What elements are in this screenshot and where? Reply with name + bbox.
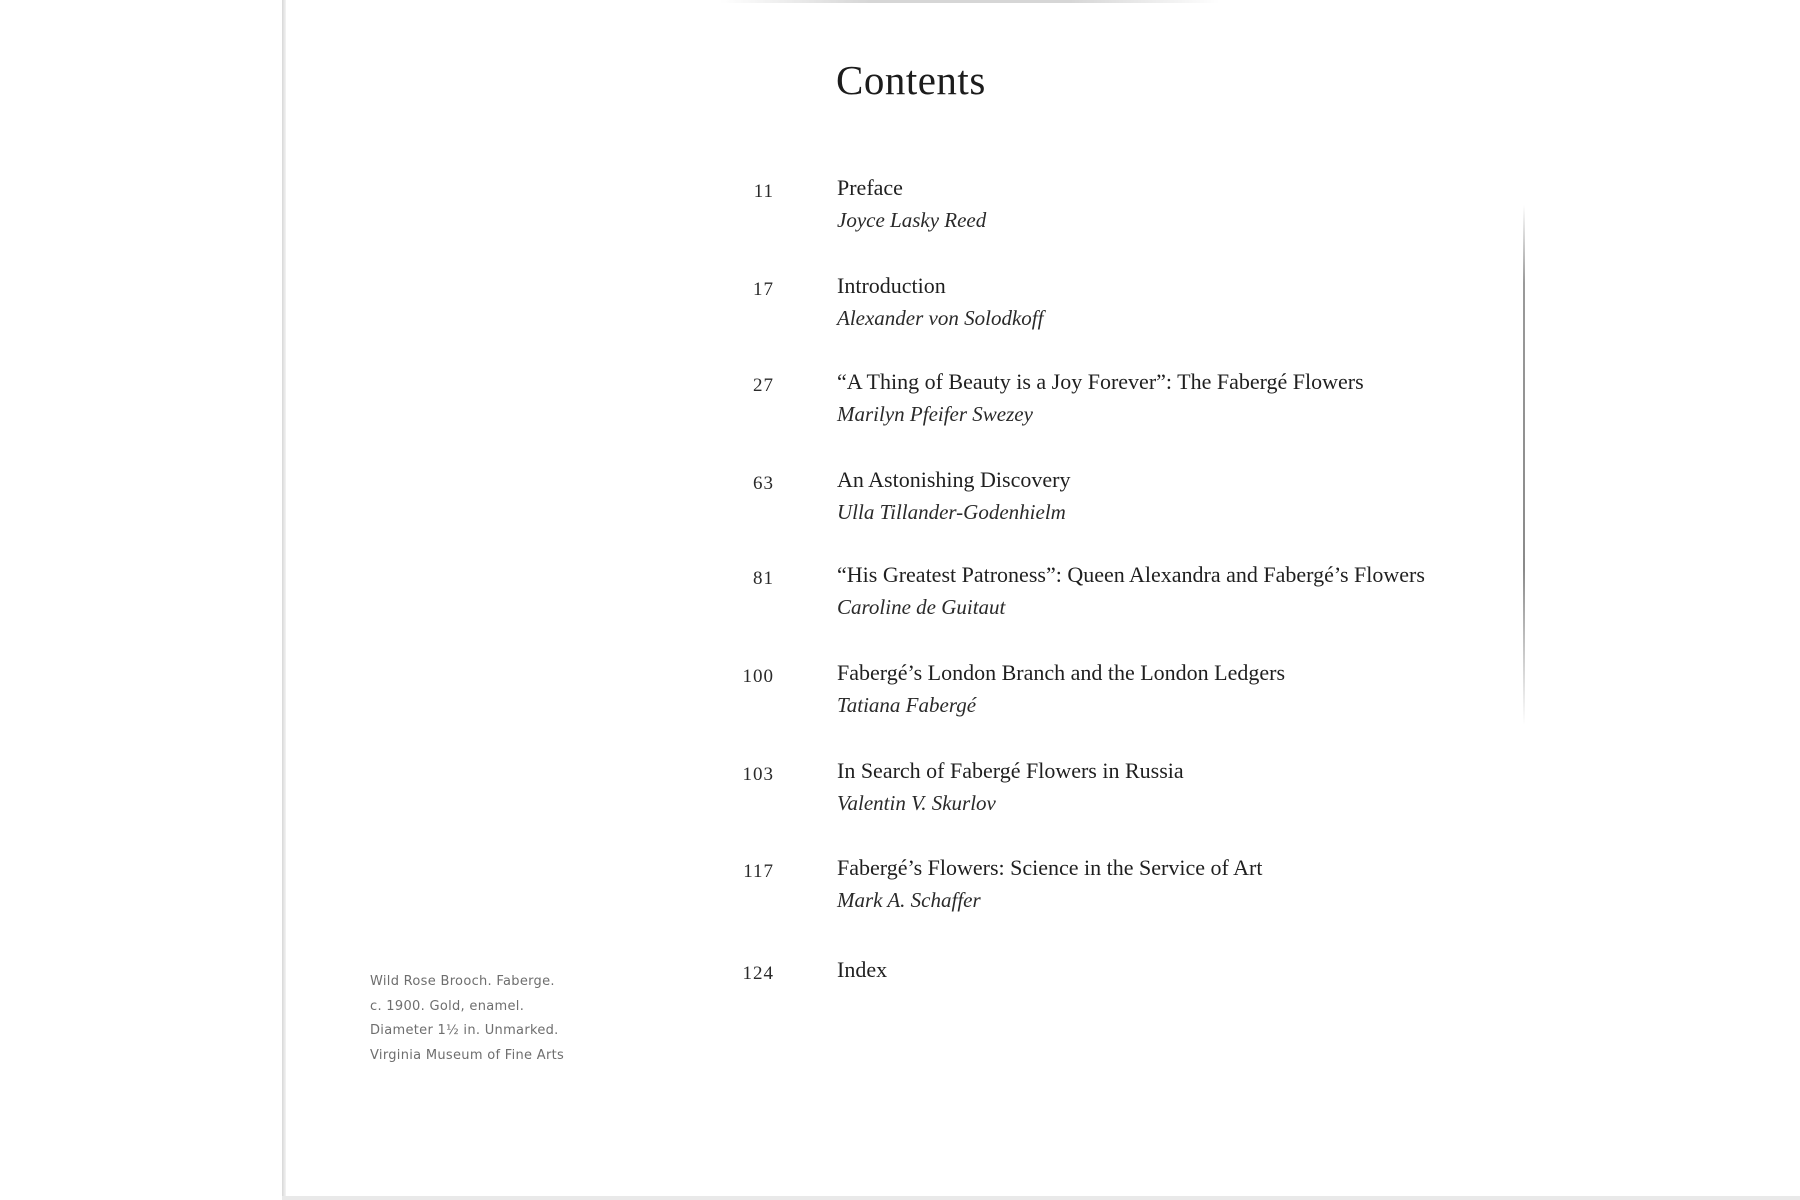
toc-entry-author: Marilyn Pfeifer Swezey (837, 402, 1033, 426)
toc-entry-introduction[interactable] (700, 273, 1500, 353)
caption-line: c. 1900. Gold, enamel. (370, 998, 525, 1014)
table-of-contents (700, 0, 1500, 1000)
toc-entry-title: An Astonishing Discovery (837, 467, 1071, 492)
caption-line: Diameter 1½ in. Unmarked. (370, 1023, 559, 1038)
page-right-edge (1523, 205, 1525, 725)
toc-page-number: 11 (753, 181, 774, 202)
toc-entry-title: Index (837, 957, 888, 982)
toc-page-number: 124 (742, 963, 774, 984)
toc-page-number: 81 (753, 568, 774, 589)
toc-entry-title: Fabergé’s Flowers: Science in the Service of Art (837, 855, 1263, 880)
toc-entry-title: Introduction (837, 273, 946, 298)
caption-line: Virginia Museum of Fine Arts (370, 1047, 565, 1063)
contents-heading: Contents (836, 57, 986, 103)
toc-entry-astonishing-discovery[interactable] (700, 467, 1500, 547)
toc-entry-author: Ulla Tillander-Godenhielm (837, 500, 1066, 524)
toc-entry-author: Caroline de Guitaut (837, 595, 1006, 619)
toc-entry-title: “His Greatest Patroness”: Queen Alexandra and Fabergé’s Flowers (837, 562, 1425, 587)
toc-entry-author: Tatiana Fabergé (837, 693, 977, 717)
toc-page-number: 103 (742, 764, 774, 785)
toc-entry-author: Joyce Lasky Reed (837, 208, 987, 232)
toc-page-number: 27 (753, 375, 774, 396)
toc-entry-title: In Search of Fabergé Flowers in Russia (837, 758, 1184, 783)
toc-entry-greatest-patroness[interactable] (700, 562, 1500, 642)
page-spine-edge (282, 0, 286, 1200)
toc-entry-title: “A Thing of Beauty is a Joy Forever”: The Fabergé Flowers (837, 369, 1364, 394)
toc-entry-title: Preface (837, 175, 903, 200)
image-caption (370, 970, 564, 1068)
toc-entry-title: Fabergé’s London Branch and the London Ledgers (837, 660, 1286, 685)
toc-entry-science-service-of-art[interactable] (700, 855, 1500, 935)
toc-entry-preface[interactable] (700, 175, 1500, 255)
toc-page-number: 63 (753, 473, 774, 494)
toc-entry-author: Mark A. Schaffer (837, 888, 981, 912)
page-bottom-edge (282, 1196, 1800, 1200)
toc-page-number: 117 (743, 861, 774, 882)
toc-page-number: 17 (753, 279, 774, 300)
toc-entry-search-in-russia[interactable] (700, 758, 1500, 838)
toc-entry-thing-of-beauty[interactable] (700, 369, 1500, 449)
toc-entry-index[interactable] (700, 957, 1500, 1037)
toc-page-number: 100 (742, 666, 774, 687)
toc-entry-london-branch[interactable] (700, 660, 1500, 740)
caption-line: Wild Rose Brooch. Faberge. (370, 974, 555, 989)
toc-entry-author: Valentin V. Skurlov (837, 791, 996, 815)
toc-entry-author: Alexander von Solodkoff (837, 306, 1044, 330)
